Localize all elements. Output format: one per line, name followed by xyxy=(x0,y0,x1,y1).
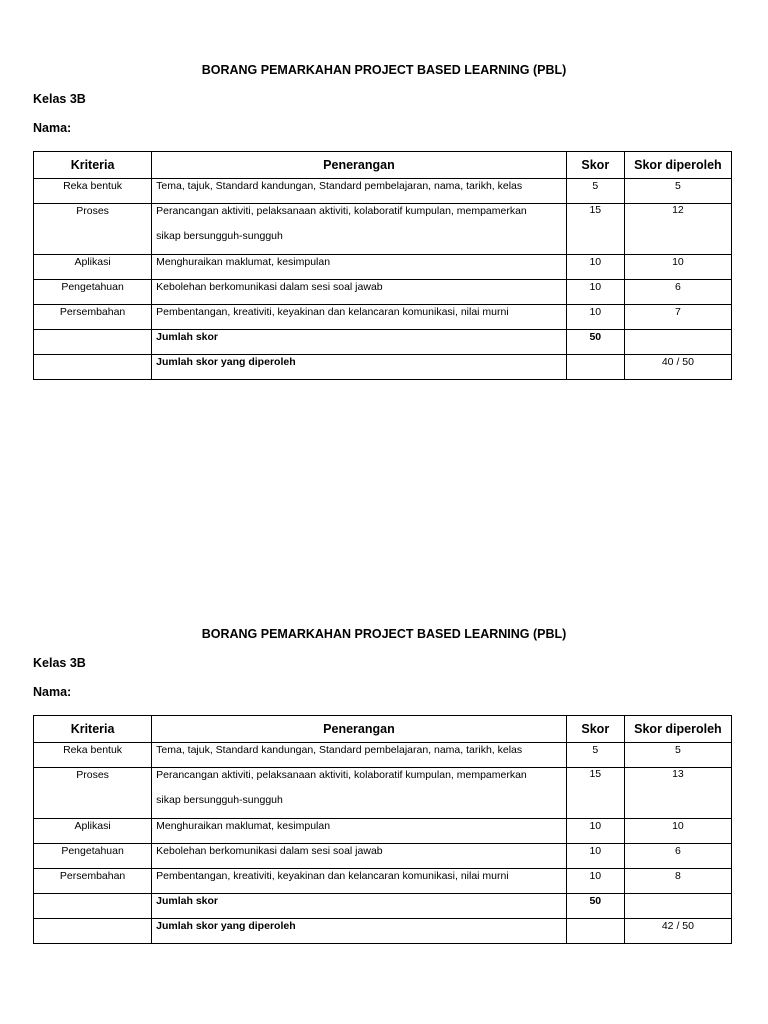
skor-cell: 15 xyxy=(589,768,602,780)
table-row xyxy=(34,305,732,330)
empty-cell xyxy=(34,919,152,944)
kriteria-cell: Persembahan xyxy=(59,306,126,318)
empty-cell xyxy=(566,919,624,944)
header-skor-diperoleh: Skor diperoleh xyxy=(624,716,731,743)
header-skor-diperoleh: Skor diperoleh xyxy=(624,152,731,179)
diperoleh-cell: 7 xyxy=(674,306,681,318)
header-skor: Skor xyxy=(566,152,624,179)
header-kriteria: Kriteria xyxy=(34,152,152,179)
obtained-total: 42 / 50 xyxy=(661,920,694,932)
table-row xyxy=(34,844,732,869)
penerangan-cell: Tema, tajuk, Standard kandungan, Standard pembelajaran, nama, tarikh, kelas xyxy=(156,744,523,756)
form-title: BORANG PEMARKAHAN PROJECT BASED LEARNING (PBL) xyxy=(201,63,567,77)
skor-cell: 10 xyxy=(589,820,602,832)
obtained-label: Jumlah skor yang diperoleh xyxy=(156,920,296,932)
empty-cell xyxy=(624,894,731,919)
kriteria-cell: Aplikasi xyxy=(74,820,111,832)
penerangan-cell: Tema, tajuk, Standard kandungan, Standard pembelajaran, nama, tarikh, kelas xyxy=(156,180,523,192)
kriteria-cell: Aplikasi xyxy=(74,256,111,268)
diperoleh-cell: 10 xyxy=(672,256,684,268)
skor-cell: 10 xyxy=(589,306,602,318)
skor-cell: 5 xyxy=(592,180,599,192)
skor-cell: 10 xyxy=(589,845,602,857)
header-skor: Skor xyxy=(566,716,624,743)
kriteria-cell: Pengetahuan xyxy=(61,845,124,857)
skor-cell: 10 xyxy=(589,870,602,882)
scoring-table xyxy=(33,151,732,380)
table-row xyxy=(34,204,732,255)
total-label: Jumlah skor xyxy=(156,895,219,907)
penerangan-cell: Pembentangan, kreativiti, keyakinan dan kelancaran komunikasi, nilai murni xyxy=(156,306,509,318)
obtained-label: Jumlah skor yang diperoleh xyxy=(156,356,296,368)
diperoleh-cell: 12 xyxy=(672,204,684,216)
total-label: Jumlah skor xyxy=(156,331,219,343)
empty-cell xyxy=(34,894,152,919)
penerangan-line-2: sikap bersungguh-sungguh xyxy=(156,794,283,806)
kriteria-cell: Pengetahuan xyxy=(61,281,124,293)
skor-cell: 5 xyxy=(592,744,599,756)
skor-cell: 10 xyxy=(589,281,602,293)
class-label: Kelas 3B xyxy=(33,656,86,670)
diperoleh-cell: 8 xyxy=(674,870,681,882)
obtained-row xyxy=(34,919,732,944)
table-row xyxy=(34,280,732,305)
kriteria-cell: Reka bentuk xyxy=(63,180,123,192)
diperoleh-cell: 6 xyxy=(674,845,681,857)
name-label: Nama: xyxy=(33,121,72,135)
scoring-table xyxy=(33,715,732,944)
total-skor: 50 xyxy=(589,331,602,343)
total-row xyxy=(34,894,732,919)
penerangan-cell: Kebolehan berkomunikasi dalam sesi soal jawab xyxy=(156,845,383,857)
penerangan-line-1: Perancangan aktiviti, pelaksanaan aktiviti, kolaboratif kumpulan, mempamerkan xyxy=(156,205,527,217)
skor-cell: 15 xyxy=(589,204,602,216)
table-row xyxy=(34,869,732,894)
header-penerangan: Penerangan xyxy=(152,716,567,743)
class-label: Kelas 3B xyxy=(33,92,86,106)
diperoleh-cell: 5 xyxy=(674,180,681,192)
penerangan-cell xyxy=(156,763,566,813)
diperoleh-cell: 5 xyxy=(674,744,681,756)
table-row xyxy=(34,768,732,819)
obtained-total: 40 / 50 xyxy=(661,356,694,368)
penerangan-line-1: Perancangan aktiviti, pelaksanaan aktiviti, kolaboratif kumpulan, mempamerkan xyxy=(156,769,527,781)
empty-cell xyxy=(34,355,152,380)
form-title: BORANG PEMARKAHAN PROJECT BASED LEARNING (PBL) xyxy=(201,627,567,641)
obtained-row xyxy=(34,355,732,380)
kriteria-cell: Proses xyxy=(76,769,109,781)
penerangan-line-2: sikap bersungguh-sungguh xyxy=(156,230,283,242)
table-header-row xyxy=(34,716,732,743)
kriteria-cell: Persembahan xyxy=(59,870,126,882)
table-header-row xyxy=(34,152,732,179)
name-label: Nama: xyxy=(33,685,72,699)
empty-cell xyxy=(624,330,731,355)
empty-cell xyxy=(566,355,624,380)
total-row xyxy=(34,330,732,355)
table-row xyxy=(34,255,732,280)
header-kriteria: Kriteria xyxy=(34,716,152,743)
kriteria-cell: Reka bentuk xyxy=(63,744,123,756)
diperoleh-cell: 6 xyxy=(674,281,681,293)
skor-cell: 10 xyxy=(589,256,602,268)
diperoleh-cell: 10 xyxy=(672,820,684,832)
header-penerangan: Penerangan xyxy=(152,152,567,179)
penerangan-cell: Pembentangan, kreativiti, keyakinan dan kelancaran komunikasi, nilai murni xyxy=(156,870,509,882)
penerangan-cell: Menghuraikan maklumat, kesimpulan xyxy=(156,256,331,268)
penerangan-cell: Kebolehan berkomunikasi dalam sesi soal jawab xyxy=(156,281,383,293)
empty-cell xyxy=(34,330,152,355)
penerangan-cell xyxy=(156,199,566,249)
table-row xyxy=(34,819,732,844)
kriteria-cell: Proses xyxy=(76,205,109,217)
penerangan-cell: Menghuraikan maklumat, kesimpulan xyxy=(156,820,331,832)
diperoleh-cell: 13 xyxy=(672,768,684,780)
total-skor: 50 xyxy=(589,895,602,907)
